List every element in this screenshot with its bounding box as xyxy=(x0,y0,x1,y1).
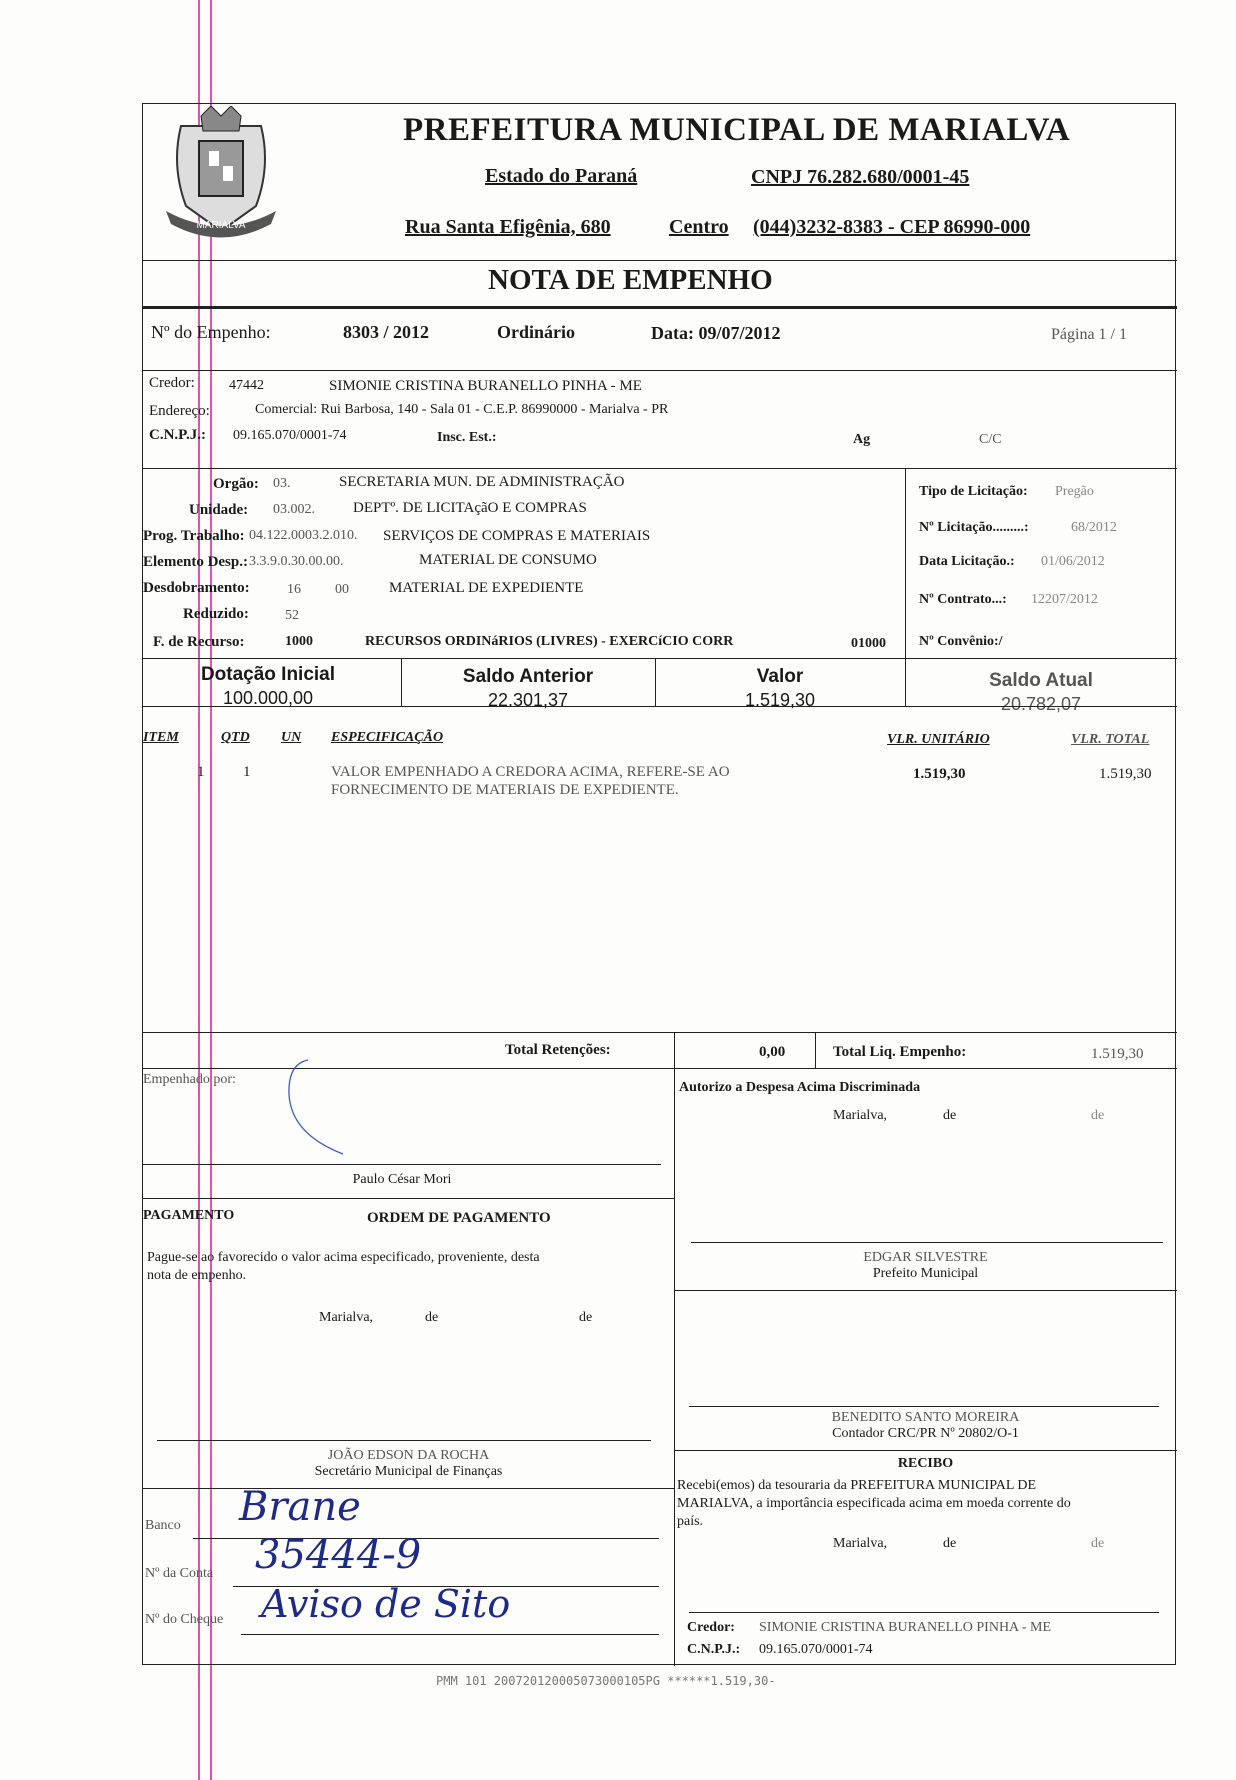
row-espec-2: FORNECIMENTO DE MATERIAIS DE EXPEDIENTE. xyxy=(331,782,679,798)
cnpj-header: CNPJ 76.282.680/0001-45 xyxy=(751,166,970,188)
autorizo-marialva: Marialva, xyxy=(833,1108,888,1123)
district-header: Centro xyxy=(669,216,729,238)
retencoes-value: 0,00 xyxy=(759,1044,786,1060)
credor-name: SIMONIE CRISTINA BURANELLO PINHA - ME xyxy=(329,378,642,394)
footer-code: PMM 101 200720120005073000105PG ******1.519,30- xyxy=(436,1674,776,1688)
liq-value: 1.519,30 xyxy=(1091,1046,1144,1062)
recibo-title: RECIBO xyxy=(897,1456,954,1471)
pagamento-de2: de xyxy=(579,1310,593,1325)
dotacao-value: 100.000,00 xyxy=(222,688,314,708)
row-unit: 1.519,30 xyxy=(913,766,966,782)
elemento-name: MATERIAL DE CONSUMO xyxy=(419,552,597,568)
valor-label: Valor xyxy=(756,666,804,687)
col-un: UN xyxy=(281,730,302,745)
banco-handwriting: Brane xyxy=(239,1484,361,1530)
desdob-name: MATERIAL DE EXPEDIENTE xyxy=(389,580,584,596)
unidade-name: DEPTº. DE LICITAçãO E COMPRAS xyxy=(353,500,587,516)
empenhado-signature xyxy=(283,1054,403,1164)
saldo-atual-value: 20.782,07 xyxy=(1000,694,1082,714)
unidade-code: 03.002. xyxy=(273,502,315,517)
contrato-value: 12207/2012 xyxy=(1031,592,1098,607)
empenho-number: 8303 / 2012 xyxy=(343,322,430,342)
convenio-label: Nº Convênio:/ xyxy=(919,634,1003,649)
page-title: PREFEITURA MUNICIPAL DE MARIALVA xyxy=(403,112,1071,148)
recibo-marialva: Marialva, xyxy=(833,1536,888,1551)
valor-value: 1.519,30 xyxy=(744,690,816,710)
recibo-de1: de xyxy=(943,1536,957,1551)
licitacao-num-label: Nº Licitação.........: xyxy=(919,520,1029,535)
desdob-a: 16 xyxy=(287,582,301,597)
prefeito-name: EDGAR SILVESTRE xyxy=(863,1250,988,1265)
pagamento-text-1: Pague-se ao favorecido o valor acima especificado, proveniente, desta xyxy=(147,1250,540,1265)
autorizo-de1: de xyxy=(943,1108,957,1123)
address-header: Rua Santa Efigênia, 680 xyxy=(405,216,611,238)
reduzido-label: Reduzido: xyxy=(183,606,249,622)
row-espec-1: VALOR EMPENHADO A CREDORA ACIMA, REFERE-SE AO xyxy=(331,764,730,780)
cheque-label: Nº do Cheque xyxy=(145,1612,224,1627)
contador-name: BENEDITO SANTO MOREIRA xyxy=(831,1410,1020,1425)
orgao-label: Orgão: xyxy=(213,476,259,492)
cheque-handwriting: Aviso de Sito xyxy=(261,1582,511,1626)
crest-icon xyxy=(161,106,281,246)
desdob-b: 00 xyxy=(335,582,349,597)
address-label: Endereço: xyxy=(149,403,210,419)
ag-label: Ag xyxy=(853,432,871,447)
conta-label: Nº da Conta xyxy=(145,1566,214,1581)
empenho-label: Nº do Empenho: xyxy=(151,322,271,342)
credor-code: 47442 xyxy=(229,378,264,393)
empenhado-label: Empenhado por: xyxy=(143,1072,236,1087)
phone-cep-header: (044)3232-8383 - CEP 86990-000 xyxy=(753,216,1031,238)
recibo-credor: SIMONIE CRISTINA BURANELLO PINHA - ME xyxy=(759,1620,1052,1635)
ordem-pagamento: ORDEM DE PAGAMENTO xyxy=(367,1210,551,1226)
credor-label: Credor: xyxy=(149,375,195,391)
liq-label: Total Liq. Empenho: xyxy=(833,1044,967,1060)
autorizo-de2: de xyxy=(1091,1108,1105,1123)
row-total: 1.519,30 xyxy=(1099,766,1152,782)
licitacao-tipo-label: Tipo de Licitação: xyxy=(919,484,1028,499)
desdob-label: Desdobramento: xyxy=(143,580,250,596)
cc-label: C/C xyxy=(979,432,1002,447)
unidade-label: Unidade: xyxy=(189,502,249,518)
page-number: Página 1 / 1 xyxy=(1051,326,1127,343)
col-unit: VLR. UNITÁRIO xyxy=(887,732,990,747)
licitacao-data-label: Data Licitação.: xyxy=(919,554,1015,569)
pagamento-marialva: Marialva, xyxy=(319,1310,374,1325)
pagamento-de1: de xyxy=(425,1310,439,1325)
row-item: 1 xyxy=(197,764,205,780)
licitacao-tipo: Pregão xyxy=(1055,484,1094,499)
state-name: Estado do Paraná xyxy=(485,165,638,187)
recibo-de2: de xyxy=(1091,1536,1105,1551)
recibo-cnpj-label: C.N.P.J.: xyxy=(687,1642,741,1657)
contador-title: Contador CRC/PR Nº 20802/O-1 xyxy=(832,1426,1019,1441)
col-qtd: QTD xyxy=(221,730,250,745)
secretario-title: Secretário Municipal de Finanças xyxy=(314,1464,503,1479)
prog-code: 04.122.0003.2.010. xyxy=(249,528,358,543)
fonte-code: 1000 xyxy=(285,634,313,649)
elemento-label: Elemento Desp.: xyxy=(143,554,248,570)
retencoes-label: Total Retenções: xyxy=(505,1042,611,1058)
elemento-code: 3.3.9.0.30.00.00. xyxy=(249,554,344,569)
recibo-line-3: país. xyxy=(677,1514,704,1529)
conta-handwriting: 35444-9 xyxy=(255,1532,422,1578)
nota-empenho-document xyxy=(142,103,1176,1665)
pagamento-label: PAGAMENTO xyxy=(143,1208,235,1223)
recibo-line-2: MARIALVA, a importância especificada acima em moeda corrente do xyxy=(677,1496,1071,1511)
contrato-label: Nº Contrato...: xyxy=(919,592,1007,607)
licitacao-num: 68/2012 xyxy=(1071,520,1117,535)
doc-title: NOTA DE EMPENHO xyxy=(488,264,773,296)
row-qtd: 1 xyxy=(243,764,251,780)
credor-cnpj: 09.165.070/0001-74 xyxy=(233,428,347,443)
credor-address: Comercial: Rui Barbosa, 140 - Sala 01 - C.E.P. 86990000 - Marialva - PR xyxy=(255,402,669,417)
banco-label: Banco xyxy=(145,1518,181,1533)
dotacao-label: Dotação Inicial xyxy=(200,664,336,685)
orgao-code: 03. xyxy=(273,476,291,491)
crest-text: MARIALVA xyxy=(196,220,246,231)
fonte-name: RECURSOS ORDINáRIOS (LIVRES) - EXERCíCIO CORR xyxy=(365,634,734,649)
orgao-name: SECRETARIA MUN. DE ADMINISTRAÇÃO xyxy=(339,474,625,490)
recibo-credor-label: Credor: xyxy=(687,1620,735,1635)
col-item: ITEM xyxy=(143,730,179,745)
autorizo-label: Autorizo a Despesa Acima Discriminada xyxy=(679,1080,921,1095)
empenho-date: Data: 09/07/2012 xyxy=(651,323,781,343)
col-espec: ESPECIFICAÇÃO xyxy=(331,730,444,745)
recibo-line-1: Recebi(emos) da tesouraria da PREFEITURA MUNICIPAL DE xyxy=(677,1478,1037,1493)
col-total: VLR. TOTAL xyxy=(1071,732,1150,747)
recibo-cnpj: 09.165.070/0001-74 xyxy=(759,1642,873,1657)
prog-label: Prog. Trabalho: xyxy=(143,528,245,544)
saldo-anterior-label: Saldo Anterior xyxy=(462,666,594,687)
saldo-atual-label: Saldo Atual xyxy=(989,670,1093,691)
saldo-anterior-value: 22.301,37 xyxy=(487,690,569,710)
secretario-name: JOÃO EDSON DA ROCHA xyxy=(327,1448,490,1463)
licitacao-data: 01/06/2012 xyxy=(1041,554,1105,569)
insc-label: Insc. Est.: xyxy=(437,430,497,445)
prog-name: SERVIÇOS DE COMPRAS E MATERIAIS xyxy=(383,528,651,544)
fonte-num: 01000 xyxy=(851,636,886,651)
fonte-label: F. de Recurso: xyxy=(153,634,245,650)
prefeito-title: Prefeito Municipal xyxy=(872,1266,979,1281)
empenhado-name: Paulo César Mori xyxy=(352,1172,452,1187)
cnpj-label: C.N.P.J.: xyxy=(149,427,206,443)
reduzido-value: 52 xyxy=(285,608,299,623)
empenho-type: Ordinário xyxy=(497,322,576,342)
pagamento-text-2: nota de empenho. xyxy=(147,1268,247,1283)
